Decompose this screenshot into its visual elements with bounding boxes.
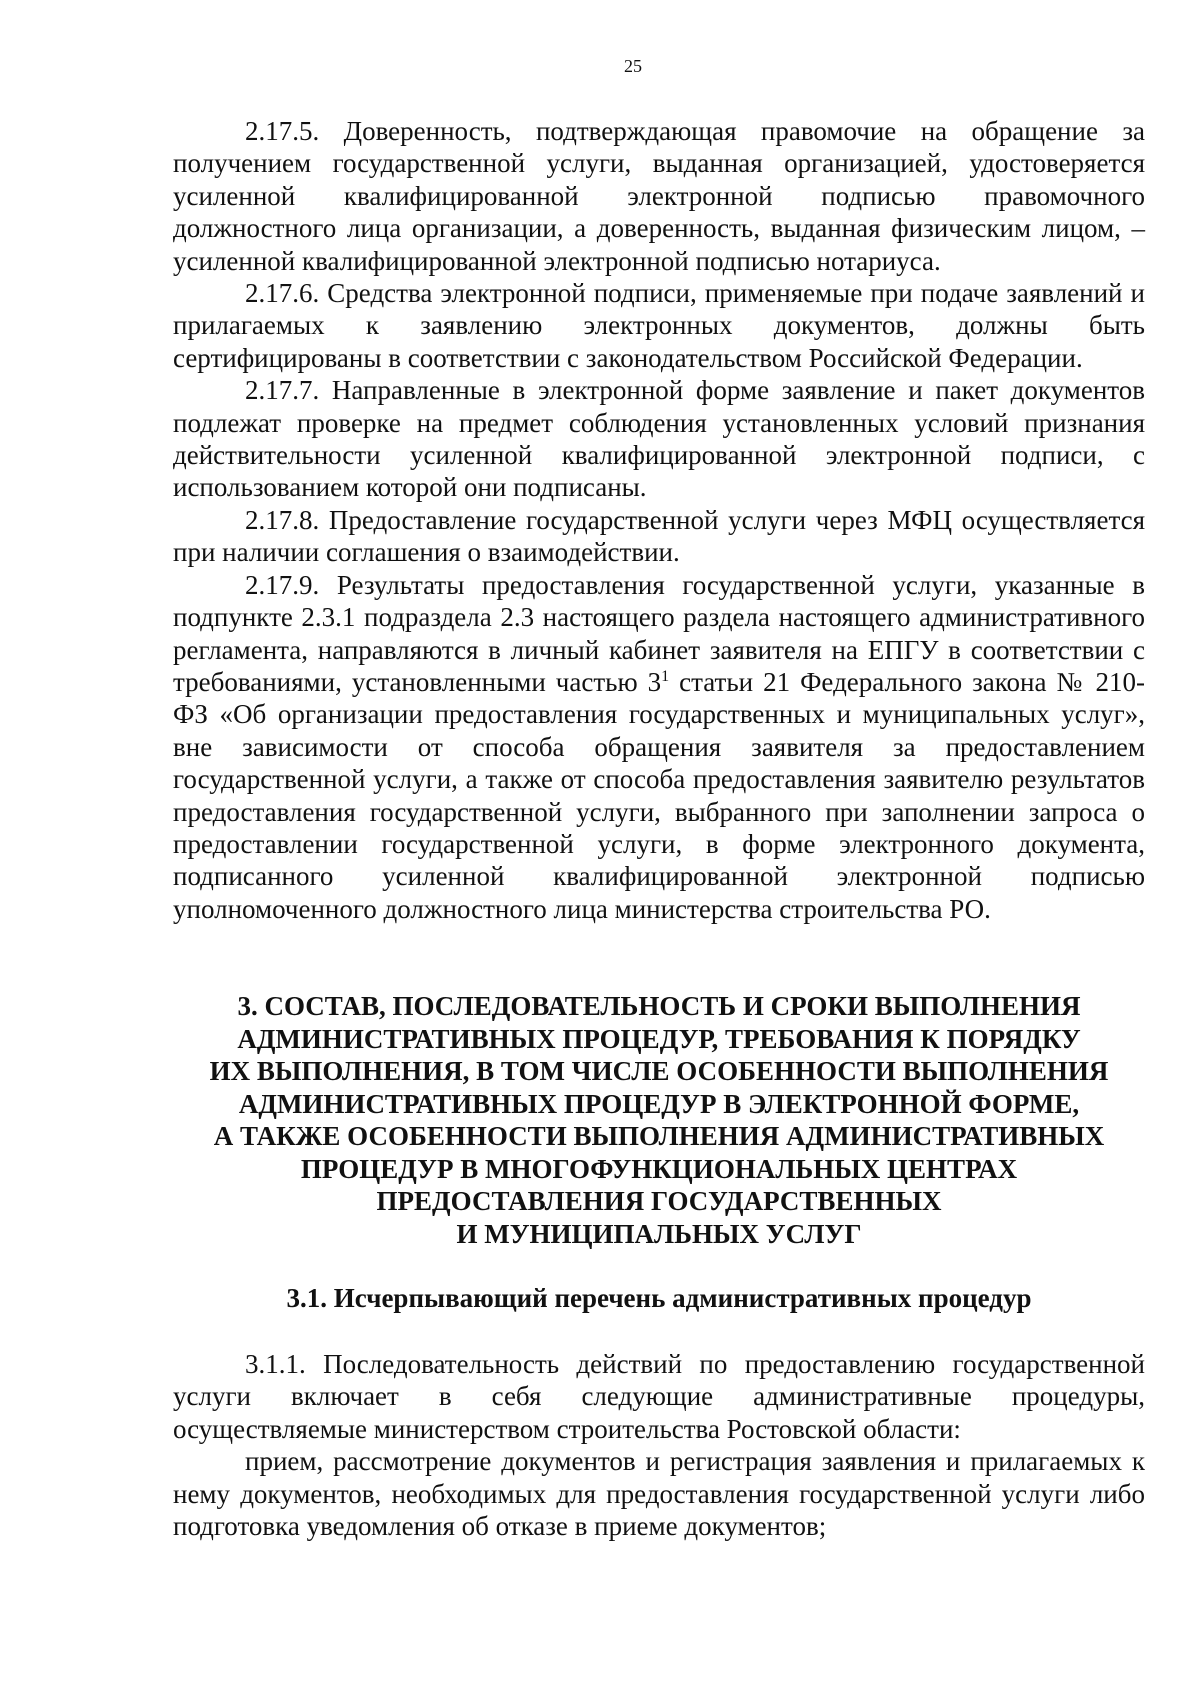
paragraph-2-17-5: 2.17.5. Доверенность, подтверждающая правомочие на обращение за получением государственной услуги, выданная организацией, удостоверяется усиленной квалифицированной электронной подписью правомочного должностного лица организации, а доверенность, выданная физическим лицом, – усиленной квалифицированной электронной подписью нотариуса. [173, 116, 1145, 276]
section-heading-line: И МУНИЦИПАЛЬНЫХ УСЛУГ [456, 1218, 862, 1249]
paragraph-2-17-7: 2.17.7. Направленные в электронной форме заявление и пакет документов подлежат проверке на предмет соблюдения установленных условий признания действительности усиленной квалифицированной электронной подписи, с использованием которой они подписаны. [173, 375, 1145, 503]
paragraph-2-17-8: 2.17.8. Предоставление государственной услуги через МФЦ осуществляется при наличии соглашения о взаимодействии. [173, 504, 1145, 568]
section-heading-line: ПРЕДОСТАВЛЕНИЯ ГОСУДАРСТВЕННЫХ [376, 1186, 942, 1216]
paragraph-2-17-6: 2.17.6. Средства электронной подписи, применяемые при подаче заявлений и прилагаемых к заявлению электронных документов, должны быть сертифицированы в соответствии с законодательством Российской Федерации. [173, 278, 1145, 373]
paragraph-2-17-9-part-1: 2.17.9. Результаты предоставления государственной услуги, указанные в подпункте 2.3.1 подраздела 2.3 настоящего раздела настоящего административного регламента, направляются в личный кабинет заявителя на ЕПГУ в соответствии с требованиями, установленными частью 3 [173, 569, 1145, 697]
paragraph-2-17-9 [173, 569, 1145, 925]
paragraph-3-1-1: 3.1.1. Последовательность действий по предоставлению государственной услуги включает в себя следующие административные процедуры, осуществляемые министерством строительства Ростовской области: [173, 1349, 1145, 1444]
paragraph-procedure-item: прием, рассмотрение документов и регистрация заявления и прилагаемых к нему документов, необходимых для предоставления государственной услуги либо подготовка уведомления об отказе в приеме документов; [173, 1446, 1145, 1542]
body-text-block-2 [173, 1348, 1145, 1542]
section-heading-line: АДМИНИСТРАТИВНЫХ ПРОЦЕДУР В ЭЛЕКТРОННОЙ ФОРМЕ, [238, 1088, 1080, 1119]
section-heading-line: АДМИНИСТРАТИВНЫХ ПРОЦЕДУР, ТРЕБОВАНИЯ К ПОРЯДКУ [237, 1023, 1081, 1054]
page-number: 25 [624, 56, 642, 76]
paragraph-2-17-9-part-2: статьи 21 Федерального закона № 210-ФЗ «Об организации предоставления государственных и муниципальных услуг», вне зависимости от способа обращения заявителя за предоставлением государственной услуги, а также от способа предоставления заявителю результатов предоставления государственной услуги, выбранного при заполнении запроса о предоставлении государственной услуги, в форме электронного документа, подписанного усиленной квалифицированной электронной подписью уполномоченного должностного лица министерства строительства РО. [173, 666, 1145, 924]
section-heading-line: ПРОЦЕДУР В МНОГОФУНКЦИОНАЛЬНЫХ ЦЕНТРАХ [300, 1153, 1018, 1184]
body-text-block [173, 115, 1145, 925]
section-heading-line: А ТАКЖЕ ОСОБЕННОСТИ ВЫПОЛНЕНИЯ АДМИНИСТРАТИВНЫХ [213, 1121, 1105, 1151]
section-heading-line: 3. СОСТАВ, ПОСЛЕДОВАТЕЛЬНОСТЬ И СРОКИ ВЫПОЛНЕНИЯ [237, 991, 1081, 1021]
superscript-footnote-mark: 1 [661, 667, 670, 685]
subsection-3-1-heading: 3.1. Исчерпывающий перечень административных процедур [286, 1283, 1032, 1313]
section-heading-line: ИХ ВЫПОЛНЕНИЯ, В ТОМ ЧИСЛЕ ОСОБЕННОСТИ ВЫПОЛНЕНИЯ [209, 1056, 1109, 1086]
section-3-heading [173, 990, 1145, 1250]
